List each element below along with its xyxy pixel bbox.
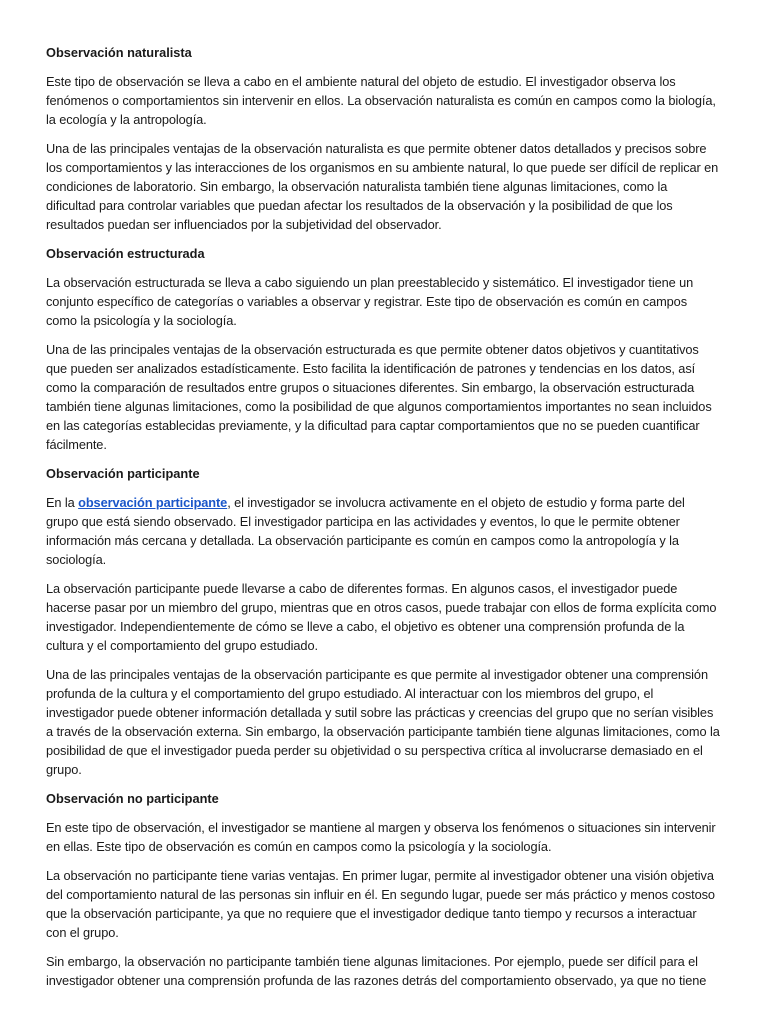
paragraph-text: , el investigador se involucra activamente en el objeto de estudio y forma parte del grupo que está siendo observado. El investigador participa en las actividades y eventos, lo que le permite obtener información más cercana y detallada. La observación participante es común en campos como la antropología y la sociología. xyxy=(46,495,685,567)
paragraph: Sin embargo, la observación no participante también tiene algunas limitaciones. Por ejemplo, puede ser difícil para el investigador obtener una comprensión profunda de las razones detrás del comportamiento observado, ya que no tiene xyxy=(46,954,707,988)
paragraph: La observación estructurada se lleva a cabo siguiendo un plan preestablecido y sistemático. El investigador tiene un conjunto específico de categorías o variables a observar y registrar. Este tipo de observación es común en campos como la psicología y la sociología. xyxy=(46,275,694,328)
section-participante xyxy=(46,464,720,779)
section-heading: Observación participante xyxy=(46,466,200,481)
section-estructurada xyxy=(46,244,720,454)
paragraph: Una de las principales ventajas de la observación participante es que permite al investigador obtener una comprensión profunda de la cultura y el comportamiento del grupo estudiado. Al interactuar con los miembros del grupo, el investigador puede obtener información detallada y sutil sobre las prácticas y creencias del grupo que no serían visibles a través de la observación externa. Sin embargo, la observación participante también tiene algunas limitaciones, como la posibilidad de que el investigador pueda perder su objetividad o su perspectiva crítica al involucrarse demasiado en el grupo. xyxy=(46,667,720,777)
paragraph: La observación participante puede llevarse a cabo de diferentes formas. En algunos casos, el investigador puede hacerse pasar por un miembro del grupo, mientras que en otros casos, puede trabajar con ellos de forma explícita como investigador. Independientemente de cómo se lleve a cabo, el objetivo es obtener una comprensión profunda de la cultura y el comportamiento del grupo estudiado. xyxy=(46,581,717,653)
paragraph: Una de las principales ventajas de la observación naturalista es que permite obtener datos detallados y precisos sobre los comportamientos y las interacciones de los organismos en su ambiente natural, lo que puede ser difícil de replicar en condiciones de laboratorio. Sin embargo, la observación naturalista también tiene algunas limitaciones, como la dificultad para controlar variables que puedan afectar los resultados de la observación y la posibilidad de que los resultados puedan ser influenciados por la subjetividad del observador. xyxy=(46,141,719,232)
paragraph: La observación no participante tiene varias ventajas. En primer lugar, permite al investigador obtener una visión objetiva del comportamiento natural de las personas sin influir en él. En segundo lugar, puede ser más práctico y menos costoso que la observación participante, ya que no requiere que el investigador dedique tanto tiempo y recursos a interactuar con el grupo. xyxy=(46,868,715,940)
section-heading: Observación no participante xyxy=(46,791,219,806)
section-naturalista xyxy=(46,43,720,234)
paragraph: Este tipo de observación se lleva a cabo en el ambiente natural del objeto de estudio. El investigador observa los fenómenos o comportamientos sin intervenir en ellos. La observación naturalista es común en campos como la biología, la ecología y la antropología. xyxy=(46,74,716,127)
section-heading: Observación estructurada xyxy=(46,246,205,261)
paragraph-text: En la xyxy=(46,495,79,510)
paragraph: Una de las principales ventajas de la observación estructurada es que permite obtener datos objetivos y cuantitativos que pueden ser analizados estadísticamente. Esto facilita la identificación de patrones y tendencias en los datos, así como la comparación de resultados entre grupos o situaciones diferentes. Sin embargo, la observación estructurada también tiene algunas limitaciones, como la posibilidad de que algunos comportamientos importantes no sean incluidos en las categorías establecidas previamente, y la dificultad para captar comportamientos que no se pueden cuantificar fácilmente. xyxy=(46,342,712,452)
observacion-participante-link[interactable]: observación participante xyxy=(78,495,228,510)
section-no-participante xyxy=(46,789,720,990)
paragraph: En este tipo de observación, el investigador se mantiene al margen y observa los fenómenos o situaciones sin intervenir en ellas. Este tipo de observación es común en campos como la psicología y la sociología. xyxy=(46,820,716,854)
paragraph-with-link xyxy=(46,493,720,569)
section-heading: Observación naturalista xyxy=(46,45,192,60)
